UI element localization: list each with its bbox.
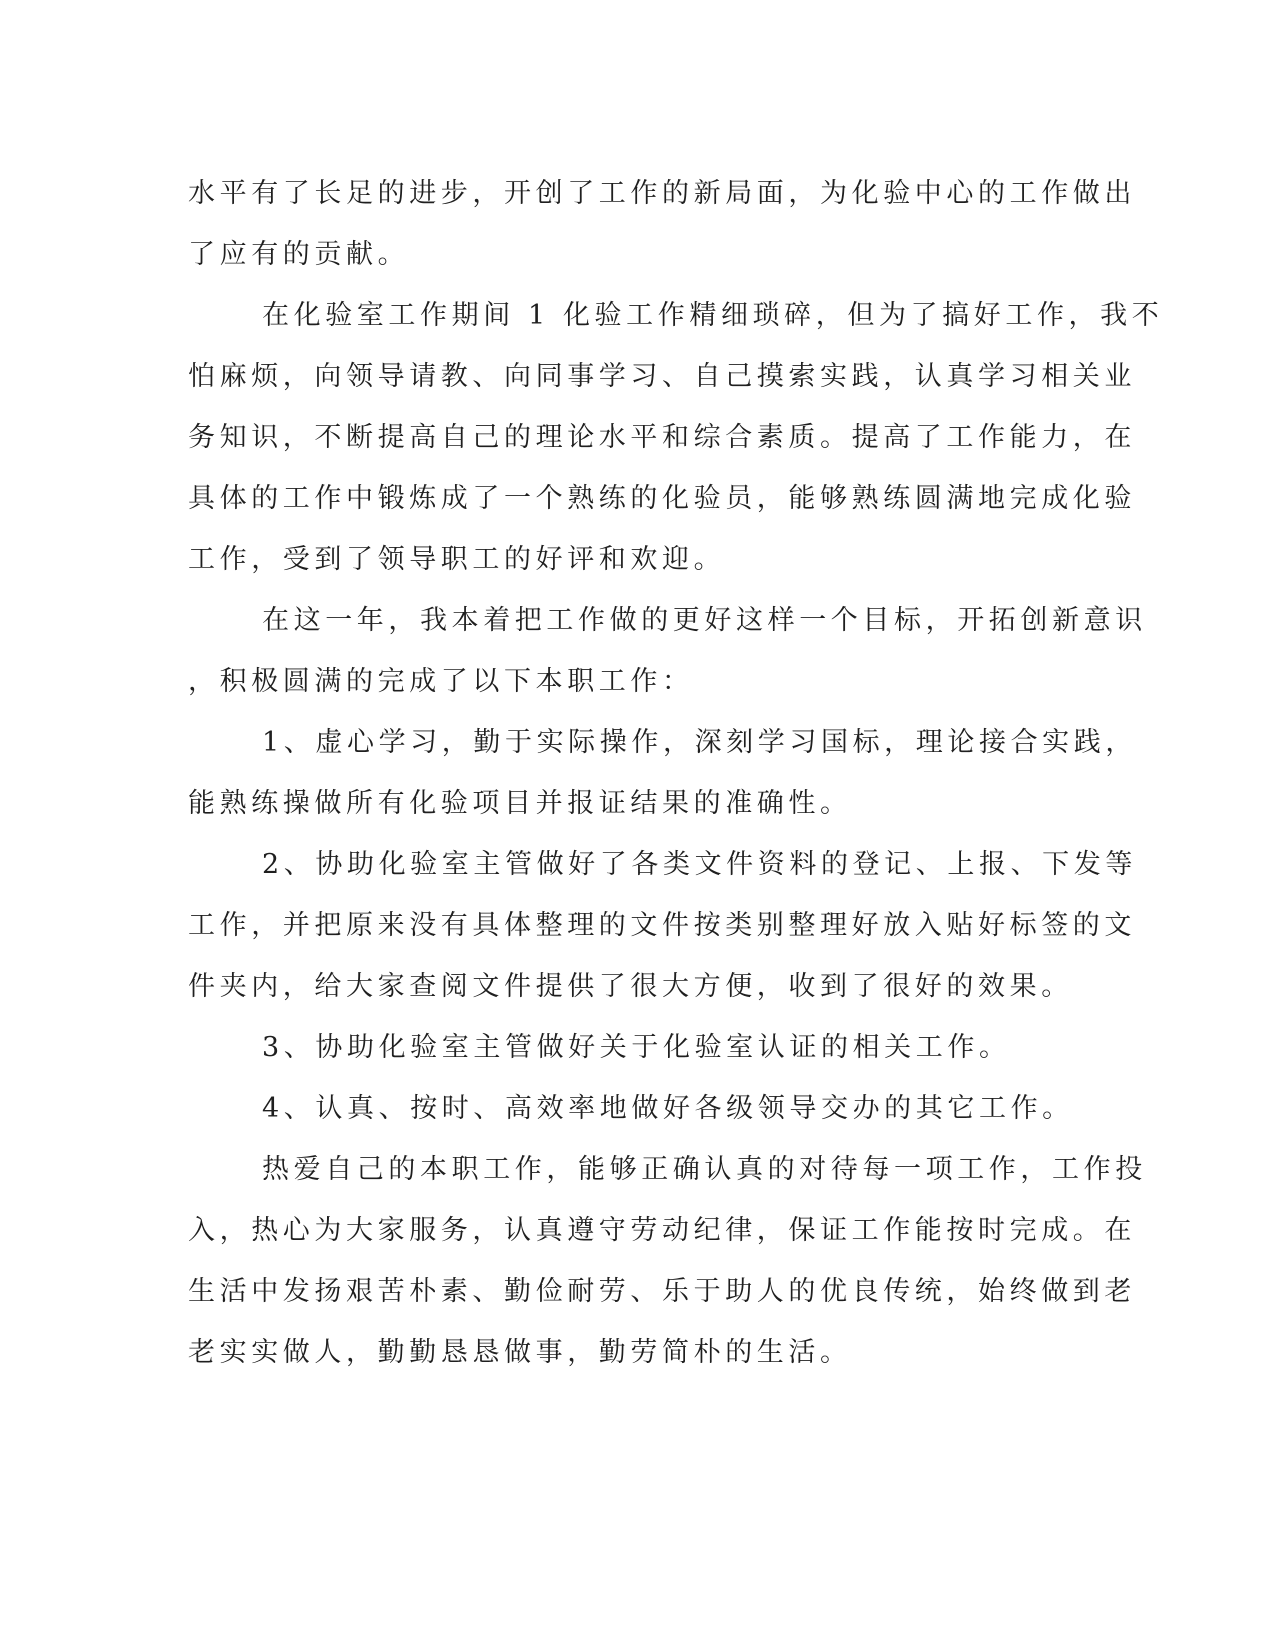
text-line: 1、虚心学习，勤于实际操作，深刻学习国标，理论接合实践， [262, 727, 1137, 758]
text-line: ，积极圆满的完成了以下本职工作： [188, 666, 694, 697]
text-line: 3、协助化验室主管做好关于化验室认证的相关工作。 [262, 1032, 1011, 1063]
text-line: 具体的工作中锻炼成了一个熟练的化验员，能够熟练圆满地完成化验 [188, 483, 1136, 514]
text-line: 在这一年，我本着把工作做的更好这样一个目标，开拓创新意识 [262, 605, 1147, 636]
text-line: 水平有了长足的进步，开创了工作的新局面，为化验中心的工作做出 [188, 178, 1136, 209]
text-line: 老实实做人，勤勤恳恳做事，勤劳简朴的生活。 [188, 1337, 852, 1368]
text-line: 了应有的贡献。 [188, 239, 410, 270]
document-body [188, 163, 1164, 1383]
text-line: 2、协助化验室主管做好了各类文件资料的登记、上报、下发等 [262, 849, 1137, 880]
text-line: 工作，并把原来没有具体整理的文件按类别整理好放入贴好标签的文 [188, 910, 1136, 941]
text-line: 生活中发扬艰苦朴素、勤俭耐劳、乐于助人的优良传统，始终做到老 [188, 1276, 1136, 1307]
text-line: 件夹内，给大家查阅文件提供了很大方便，收到了很好的效果。 [188, 971, 1073, 1002]
text-line: 工作，受到了领导职工的好评和欢迎。 [188, 544, 726, 575]
text-line: 热爱自己的本职工作，能够正确认真的对待每一项工作，工作投 [262, 1154, 1147, 1185]
text-line: 入，热心为大家服务，认真遵守劳动纪律，保证工作能按时完成。在 [188, 1215, 1136, 1246]
text-line: 务知识，不断提高自己的理论水平和综合素质。提高了工作能力，在 [188, 422, 1136, 453]
text-line: 能熟练操做所有化验项目并报证结果的准确性。 [188, 788, 852, 819]
text-line: 4、认真、按时、高效率地做好各级领导交办的其它工作。 [262, 1093, 1074, 1124]
text-line: 怕麻烦，向领导请教、向同事学习、自己摸索实践，认真学习相关业 [188, 361, 1136, 392]
text-line: 在化验室工作期间 1 化验工作精细琐碎，但为了搞好工作，我不 [262, 300, 1164, 331]
